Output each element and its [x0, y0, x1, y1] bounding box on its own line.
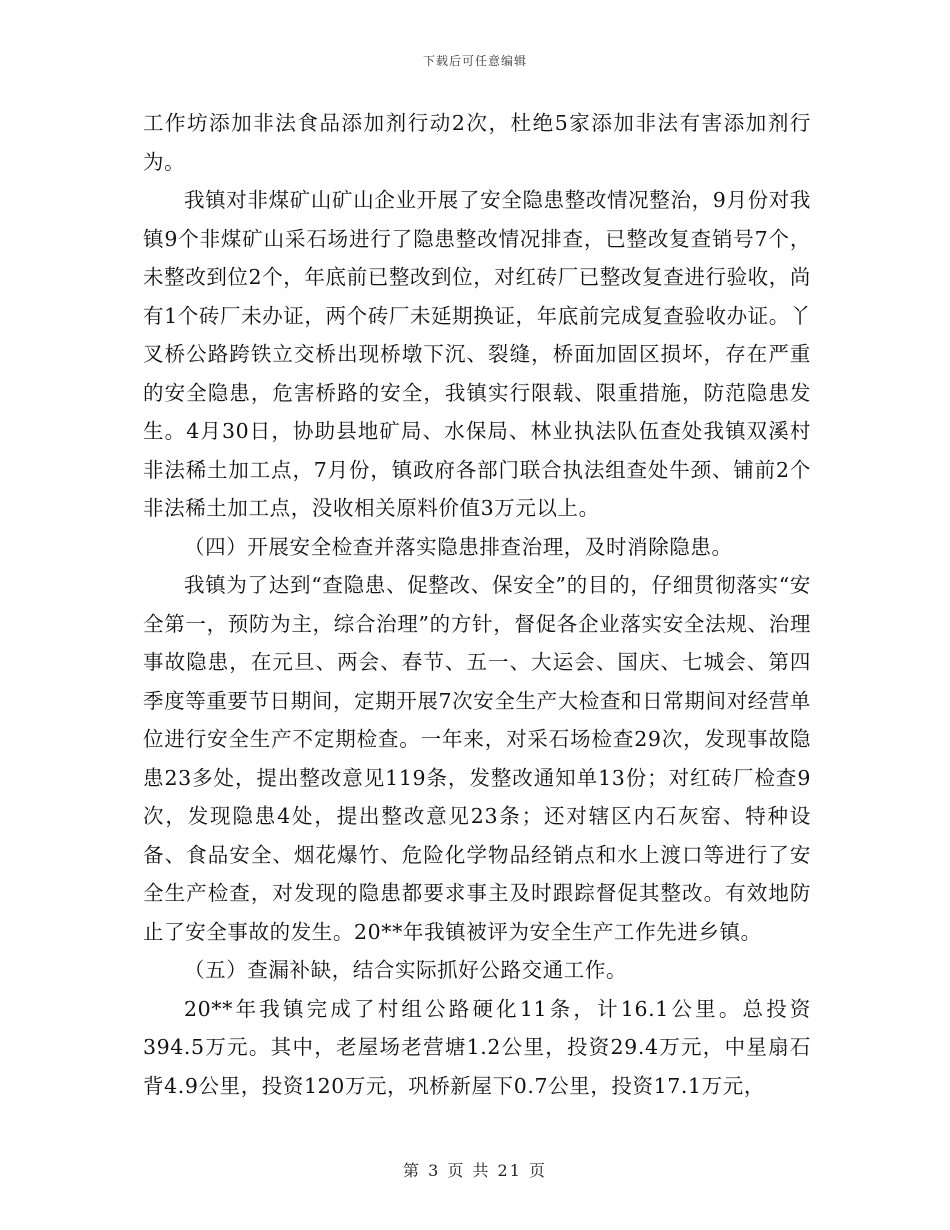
- paragraph-safety-inspection: 我镇为了达到“查隐患、促整改、保安全”的目的，仔细贯彻落实“安全第一，预防为主，综合治理”的方针，督促各企业落实安全法规、治理事故隐患，在元旦、两会、春节、五一、大运会、国庆、七城会、第四季度等重要节日期间，定期开展7次安全生产大检查和日常期间对经营单位进行安全生产不定期检查。一年来，对采石场检查29次，发现事故隐患23多处，提出整改意见119条，发整改通知单13份；对红砖厂检查9次，发现隐患4处，提出整改意见23条；还对辖区内石灰窑、特种设备、食品安全、烟花爆竹、危险化学物品经销点和水上渡口等进行了安全生产检查，对发现的隐患都要求事主及时跟踪督促其整改。有效地防止了安全事故的发生。20**年我镇被评为安全生产工作先进乡镇。: [143, 573, 811, 944]
- document-body: [143, 104, 811, 1105]
- page-number: 第 3 页 共 21 页: [403, 1161, 547, 1180]
- paragraph-continuation: 工作坊添加非法食品添加剂行动2次，杜绝5家添加非法有害添加剂行为。: [143, 111, 811, 174]
- page-header: 下载后可任意编辑: [422, 54, 527, 68]
- section-heading-5: （五）查漏补缺，结合实际抓好公路交通工作。: [184, 958, 628, 982]
- paragraph-mining-rectification: 我镇对非煤矿山矿山企业开展了安全隐患整改情况整治，9月份对我镇9个非煤矿山采石场进行了隐患整改情况排查，已整改复查销号7个，未整改到位2个，年底前已整改到位，对红砖厂已整改复查进行验收，尚有1个砖厂未办证，两个砖厂未延期换证，年底前完成复查验收办证。丫叉桥公路跨铁立交桥出现桥墩下沉、裂缝，桥面加固区损坏，存在严重的安全隐患，危害桥路的安全，我镇实行限载、限重措施，防范隐患发生。4月30日，协助县地矿局、水保局、林业执法队伍查处我镇双溪村非法稀土加工点，7月份，镇政府各部门联合执法组查处牛颈、铺前2个非法稀土加工点，没收相关原料价值3万元以上。: [143, 188, 811, 520]
- section-heading-4: （四）开展安全检查并落实隐患排查治理，及时消除隐患。: [184, 534, 733, 559]
- paragraph-road-construction: 20**年我镇完成了村组公路硬化11条，计16.1公里。总投资394.5万元。其中，老屋场老营塘1.2公里，投资29.4万元，中星扇石背4.9公里，投资120万元，巩桥新屋下0.7公里，投资17.1万元，: [143, 996, 811, 1098]
